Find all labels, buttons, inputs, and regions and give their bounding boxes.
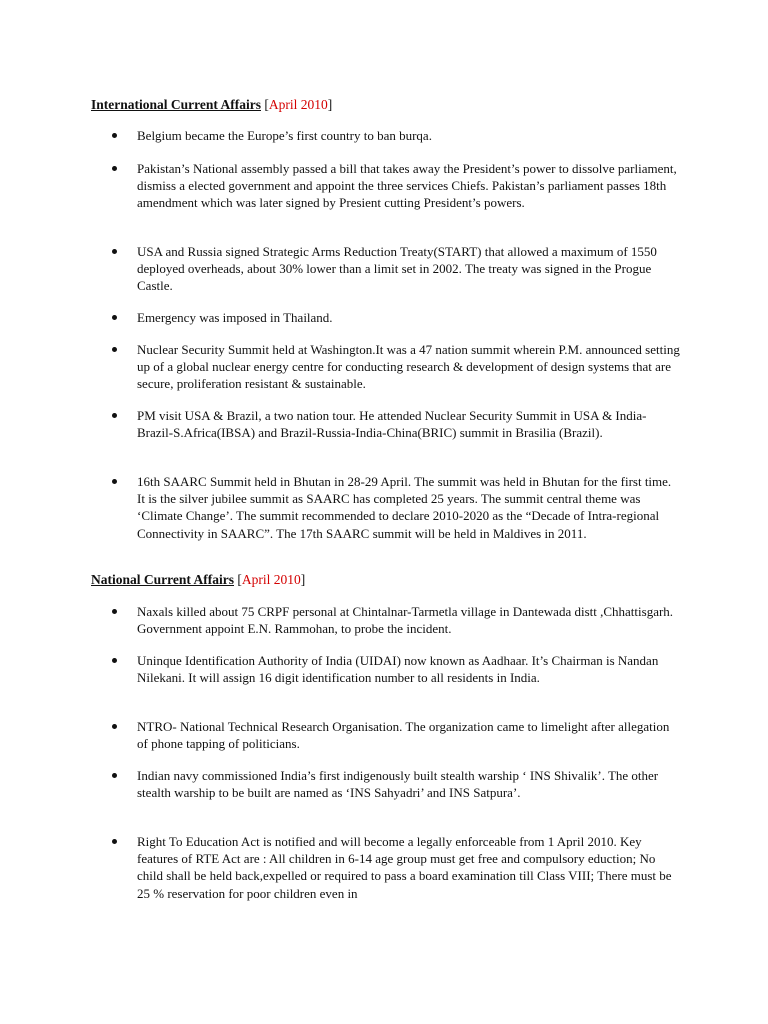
international-item-text: Belgium became the Europe’s first country to ban burqa. [137,128,432,143]
international-item-text: Pakistan’s National assembly passed a bill that takes away the President’s power to dissolve parliament, dismiss a elected government and appoint the three services Chiefs. Pakistan’s parliament passes 18th amendment which was later signed by Presient cutting President’s powers. [137,161,677,211]
international-item-start-treaty [112,243,682,295]
international-heading-close-bracket: ] [327,97,333,112]
international-heading-title: International Current Affairs [91,97,261,112]
bullet-icon [112,166,117,171]
national-item-ins-shivalik [112,767,682,801]
international-item-text: Nuclear Security Summit held at Washington.It was a 47 nation summit wherein P.M. announced setting up of a global nuclear energy centre for conducting research & development of design systems that are secure, proliferation resistant & sustainable. [137,342,680,392]
international-item-pm-visit [112,407,682,441]
national-heading-open-bracket: [ [234,572,242,587]
national-item-rte-act [112,833,682,902]
bullet-icon [112,724,117,729]
international-item-saarc [112,473,682,542]
international-heading-open-bracket: [ [261,97,269,112]
bullet-icon [112,249,117,254]
national-item-text: Naxals killed about 75 CRPF personal at Chintalnar-Tarmetla village in Dantewada distt ,Chhattisgarh. Government appoint E.N. Rammohan, to probe the incident. [137,604,674,637]
international-item-belgium [112,127,682,144]
international-heading-date: April 2010 [268,97,328,112]
international-item-text: USA and Russia signed Strategic Arms Reduction Treaty(START) that allowed a maximum of 1550 deployed overheads, about 30% lower than a limit set in 2002. The treaty was signed in the Progue Castle. [137,244,657,294]
national-item-naxals [112,603,682,637]
international-item-thailand [112,309,682,326]
bullet-icon [112,413,117,418]
bullet-icon [112,773,117,778]
bullet-icon [112,347,117,352]
international-item-nuclear-summit [112,341,682,393]
national-item-text: Uninque Identification Authority of India (UIDAI) now known as Aadhaar. It’s Chairman is Nandan Nilekani. It will assign 16 digit identification number to all residents in India. [137,653,659,686]
national-heading [91,571,305,589]
bullet-icon [112,133,117,138]
bullet-icon [112,479,117,484]
national-heading-date: April 2010 [241,572,301,587]
bullet-icon [112,315,117,320]
international-item-text: PM visit USA & Brazil, a two nation tour. He attended Nuclear Security Summit in USA & India- Brazil-S.Africa(IBSA) and Brazil-Russia-India-China(BRIC) summit in Brasilia (Brazil). [137,408,647,441]
international-item-pakistan [112,160,682,212]
national-item-ntro [112,718,682,752]
bullet-icon [112,658,117,663]
national-heading-close-bracket: ] [300,572,306,587]
national-heading-title: National Current Affairs [91,572,234,587]
international-item-text: 16th SAARC Summit held in Bhutan in 28-29 April. The summit was held in Bhutan for the first time. It is the silver jubilee summit as SAARC has completed 25 years. The summit central theme was ‘Climate Change’. The summit recommended to declare 2010-2020 as the “Decade of Intra-regional Connectivity in SAARC”. The 17th SAARC summit will be held in Maldives in 2011. [137,474,672,541]
international-item-text: Emergency was imposed in Thailand. [137,310,333,325]
national-item-uidai [112,652,682,686]
national-item-text: Right To Education Act is notified and will become a legally enforceable from 1 April 2010. Key features of RTE Act are : All children in 6-14 age group must get free and compulsory eduction; No child shall be held back,expelled or required to pass a board examination till Class VIII; There must be 25 % reservation for poor children even in [137,834,672,901]
international-heading [91,96,332,114]
national-item-text: NTRO- National Technical Research Organisation. The organization came to limelight after allegation of phone tapping of politicians. [137,719,670,752]
bullet-icon [112,839,117,844]
national-item-text: Indian navy commissioned India’s first indigenously built stealth warship ‘ INS Shivalik’. The other stealth warship to be built are named as ‘INS Sahyadri’ and INS Satpura’. [137,768,659,801]
bullet-icon [112,609,117,614]
